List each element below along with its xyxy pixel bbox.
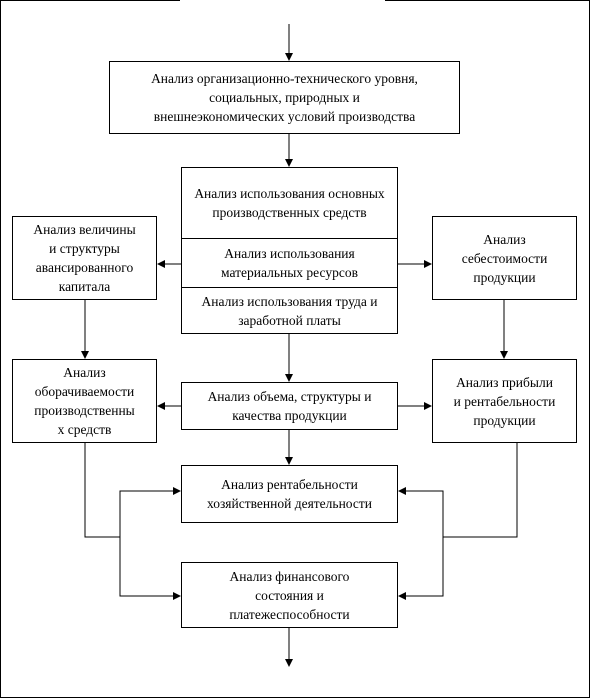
box-profit-analysis [432,359,577,443]
box-text-line: Анализ величины [33,222,136,237]
box-text-line: и рентабельности [453,393,556,409]
arrow-right-to-rent [399,491,443,596]
box-text-line: основных [328,186,385,201]
box-turnover-analysis [12,359,157,443]
box-text-line: и структуры [49,241,120,256]
box-text-line: Анализ прибыли [456,374,553,390]
box-text-line: производственны [34,403,135,418]
box-text-line: Анализ [63,365,106,380]
box-text-line: Анализ [483,231,526,247]
arrow-right-to-fin [399,491,443,596]
box-text-line: капитала [58,279,111,294]
box-text-line: Анализ объема, структуры и [207,389,372,404]
arrow-left-to-fin [120,491,180,596]
box-text-line: Анализ организационно-технического уровня, [151,71,418,86]
box-text-line: продукции [473,412,536,428]
box-technical-level-analysis [109,61,460,134]
resources-usage-stack [181,167,398,334]
line-profit-down [443,443,517,537]
box-text-line: платежеспособности [229,606,350,622]
box-text-line: материальных ресурсов [221,265,358,280]
box-volume-analysis [181,382,398,430]
box-text-line: качества продукции [232,408,347,423]
box-financial-state-analysis [181,562,398,628]
line-turnover-down [85,443,120,537]
box-text-line: оборачиваемости [34,384,135,399]
box-text-line: Анализ использования [194,186,325,201]
box-text-line: продукции [473,269,536,285]
box-profitability-analysis [181,465,398,523]
box-text-line: хозяйственной деятельности [206,496,372,511]
arrow-left-to-rent [120,491,180,596]
box-materials-analysis [182,239,397,288]
box-text-line: Анализ использования [224,246,355,261]
box-text-line: производственных средств [212,205,367,220]
box-text-line: Анализ использования [201,293,333,309]
box-text-line: авансированного [35,260,134,275]
box-cost-analysis [432,216,577,300]
box-capital-analysis [12,216,157,300]
box-text-line: Анализ рентабельности [221,477,358,492]
box-fixed-assets-analysis [182,168,397,239]
box-text-line: Анализ финансового [229,568,350,584]
box-text-line: х средств [57,422,112,437]
box-text-line: состояния и [255,587,324,603]
box-text-line: социальных, природных и [209,90,360,105]
box-text-line: внешнеэкономических условий производства [153,109,416,124]
box-text-line: себестоимости [461,250,548,266]
box-labor-analysis [182,288,397,333]
box-text-line: труда и заработной платы [238,293,378,328]
